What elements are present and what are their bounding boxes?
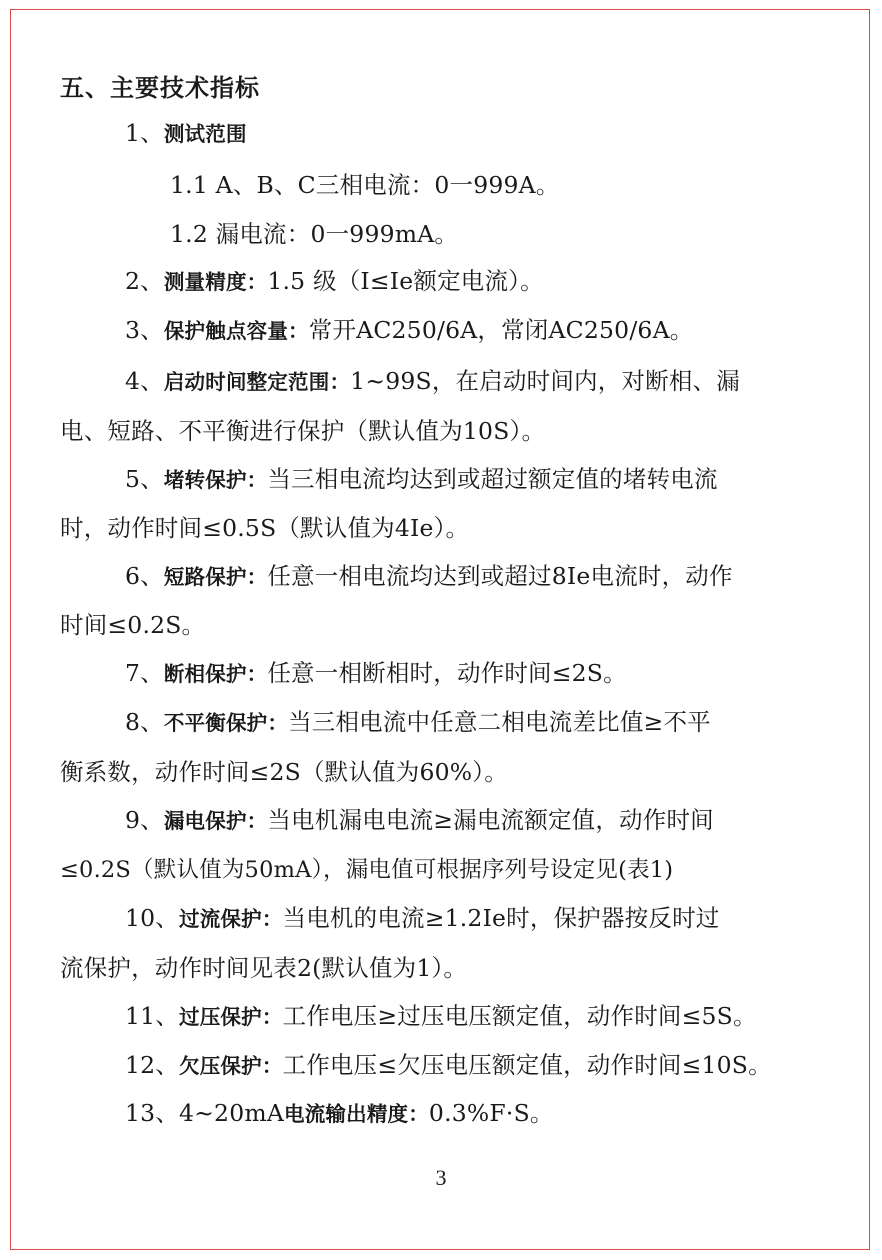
item-label: 欠压保护： xyxy=(179,1054,283,1078)
item-label: 启动时间整定范围： xyxy=(163,370,351,394)
item-1: 1、测试范围 xyxy=(125,119,247,147)
item-8: 8、不平衡保护：当三相电流中任意二相电流差比值≥不平 xyxy=(125,708,711,736)
item-10: 10、过流保护：当电机的电流≥1.2Ie时，保护器按反时过 xyxy=(125,904,720,932)
item-label: 保护触点容量： xyxy=(163,319,309,343)
item-label: 电流输出精度： xyxy=(284,1102,429,1126)
item-5-cont: 时，动作时间≤0.5S（默认值为4Ie）。 xyxy=(60,514,470,542)
item-label: 漏电保护： xyxy=(163,809,268,833)
item-11: 11、过压保护：工作电压≥过压电压额定值，动作时间≤5S。 xyxy=(125,1002,757,1030)
item-9: 9、漏电保护：当电机漏电电流≥漏电流额定值，动作时间 xyxy=(125,806,714,834)
item-4-cont: 电、短路、不平衡进行保护（默认值为10S）。 xyxy=(60,417,546,445)
item-label: 测量精度： xyxy=(163,270,268,294)
item-2: 2、测量精度：1.5 级（I≤Ie额定电流）。 xyxy=(125,267,544,295)
item-3: 3、保护触点容量：常开AC250/6A，常闭AC250/6A。 xyxy=(125,316,694,344)
item-10-cont: 流保护，动作时间见表2(默认值为1）。 xyxy=(60,954,468,982)
item-12: 12、欠压保护：工作电压≤欠压电压额定值，动作时间≤10S。 xyxy=(125,1051,772,1079)
item-8-cont: 衡系数，动作时间≤2S（默认值为60%）。 xyxy=(60,758,508,786)
item-label: 短路保护： xyxy=(163,565,268,589)
item-label: 不平衡保护： xyxy=(163,711,289,735)
item-label: 过压保护： xyxy=(179,1005,283,1029)
item-5: 5、堵转保护：当三相电流均达到或超过额定值的堵转电流 xyxy=(125,465,718,493)
item-1-2: 1.2 漏电流：0一999mA。 xyxy=(170,220,459,248)
page-number: 3 xyxy=(435,1165,447,1190)
item-4: 4、启动时间整定范围：1~99S，在启动时间内，对断相、漏 xyxy=(125,367,740,395)
item-6-cont: 时间≤0.2S。 xyxy=(60,611,206,639)
item-label: 测试范围 xyxy=(163,122,247,146)
item-label: 堵转保护： xyxy=(163,468,268,492)
item-1-1: 1.1 A、B、C三相电流：0一999A。 xyxy=(170,171,560,199)
item-7: 7、断相保护：任意一相断相时，动作时间≤2S。 xyxy=(125,659,627,687)
section-title: 五、主要技术指标 xyxy=(60,74,260,102)
item-label: 断相保护： xyxy=(163,662,268,686)
item-6: 6、短路保护：任意一相电流均达到或超过8Ie电流时，动作 xyxy=(125,562,733,590)
item-13: 13、4~20mA电流输出精度：0.3%F·S。 xyxy=(125,1099,554,1127)
item-9-cont: ≤0.2S（默认值为50mA），漏电值可根据序列号设定见(表1) xyxy=(60,857,674,883)
item-label: 过流保护： xyxy=(179,907,283,931)
